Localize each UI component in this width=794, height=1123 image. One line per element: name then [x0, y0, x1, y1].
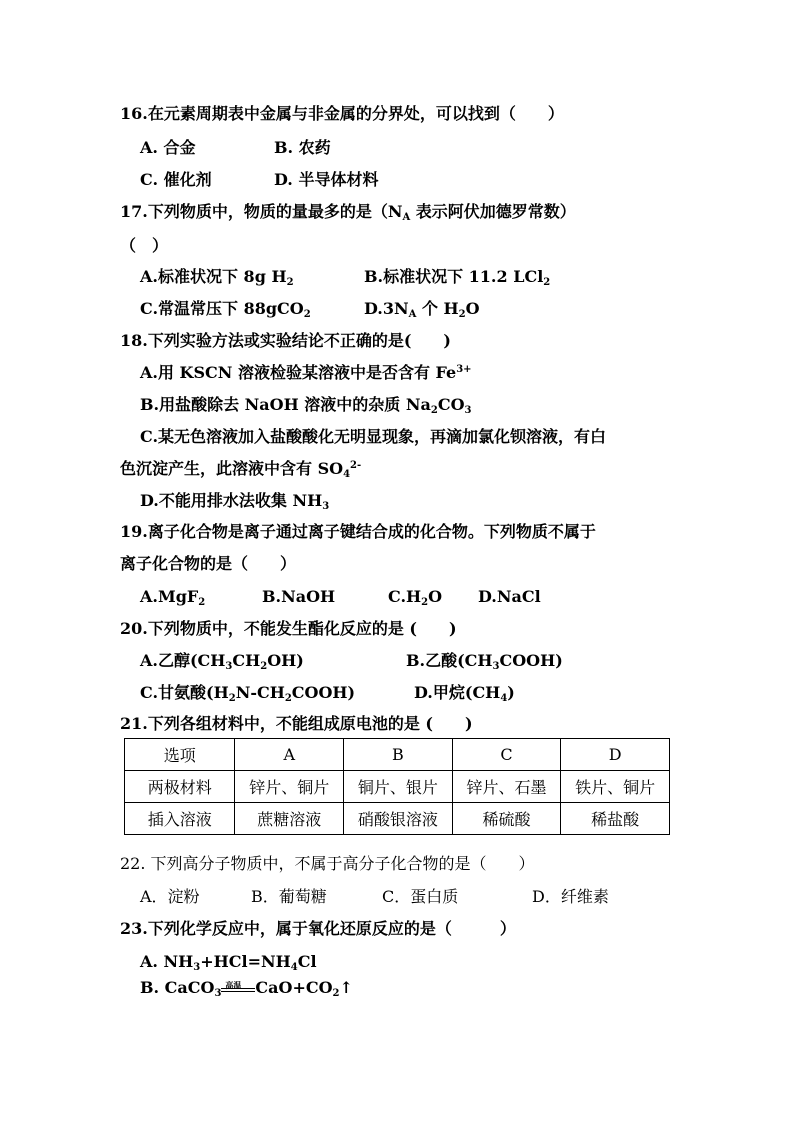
- question-22-stem: 22. 下列高分子物质中，不属于高分子化合物的是（ ）: [120, 854, 535, 873]
- table-cell: 插入溶液: [125, 803, 235, 835]
- q18-option-c-line1: C.某无色溶液加入盐酸酸化无明显现象，再滴加氯化钡溶液，有白: [140, 427, 607, 446]
- q20-option-a: A.乙醇$(CH_3CH_2OH)$: [140, 651, 304, 672]
- q19-option-c: $C.H_2O$: [388, 587, 443, 608]
- q22-option-c: C．蛋白质: [382, 887, 459, 906]
- q17-option-a: A.标准状况下 8g $H_2$: [140, 267, 294, 288]
- q22-option-d: D．纤维素: [532, 887, 609, 906]
- table-cell: 稀硫酸: [452, 803, 561, 835]
- table-cell: 硝酸银溶液: [344, 803, 453, 835]
- q19-option-a: A.MgF$_2$: [140, 587, 206, 608]
- q18-option-c-line2: 色沉淀产生，此溶液中含有 $SO_4^{2-}$: [120, 459, 362, 480]
- q22-option-b: B．葡萄糖: [251, 887, 327, 906]
- table-header-cell: A: [235, 739, 344, 771]
- q16-option-d: D. 半导体材料: [274, 170, 379, 189]
- question-17-paren: （ ）: [120, 236, 169, 255]
- q16-option-b: B. 农药: [274, 138, 331, 157]
- question-23-stem: 23.下列化学反应中，属于氧化还原反应的是（ ）: [120, 919, 516, 938]
- question-18-stem: 18.下列实验方法或实验结论不正确的是( ): [120, 331, 451, 350]
- q17-option-c: C.常温常压下 88gCO$_2$: [140, 299, 311, 320]
- table-cell: 蔗糖溶液: [235, 803, 344, 835]
- question-16-stem: 16.在元素周期表中金属与非金属的分界处，可以找到（ ）: [120, 104, 564, 123]
- table-cell: 两极材料: [125, 771, 235, 803]
- reaction-condition-sign: 高温: [221, 979, 255, 995]
- question-19-line2: 离子化合物的是（ ）: [120, 554, 297, 573]
- table-cell: 铜片、银片: [344, 771, 453, 803]
- question-20-stem: 20.下列物质中，不能发生酯化反应的是 ( ): [120, 619, 457, 638]
- table-header-cell: B: [344, 739, 453, 771]
- q19-option-b: B.NaOH: [262, 587, 336, 606]
- q20-option-b: B.乙酸$(CH_3COOH)$: [406, 651, 563, 672]
- q18-option-d: D.不能用排水法收集 $NH_3$: [140, 491, 330, 512]
- q20-option-d: D.甲烷$(CH_4)$: [414, 683, 515, 704]
- table-row: [125, 771, 670, 803]
- table-cell: 锌片、石墨: [452, 771, 561, 803]
- question-19-line1: 19.离子化合物是离子通过离子键结合成的化合物。下列物质不属于: [120, 522, 596, 541]
- table-row: [125, 803, 670, 835]
- q23-option-b: B. CaCO$_3$ 高温 $CaO+CO_2↑$: [140, 978, 353, 999]
- q20-option-c: C.甘氨酸$(H_2N-CH_2COOH)$: [140, 683, 356, 704]
- table-cell: 锌片、铜片: [235, 771, 344, 803]
- q18-option-a: A.用 KSCN 溶液检验某溶液中是否含有 $Fe^{3+}$: [140, 363, 472, 382]
- q16-option-a: A. 合金: [140, 138, 196, 157]
- q18-option-b: B.用盐酸除去 NaOH 溶液中的杂质 $Na_2CO_3$: [140, 395, 472, 416]
- table-header-cell: 选项: [125, 739, 235, 771]
- q23-option-a: A. $NH_3+HCl=NH_4Cl$: [140, 952, 317, 973]
- question-21-stem: 21.下列各组材料中，不能组成原电池的是 ( ): [120, 714, 473, 733]
- table-cell: 铁片、铜片: [561, 771, 670, 803]
- table-header-cell: D: [561, 739, 670, 771]
- q21-battery-table: [124, 738, 670, 835]
- question-17-stem: 17.下列物质中，物质的量最多的是（$N_A$ 表示阿伏加德罗常数）: [120, 202, 576, 223]
- q17-option-b: B.标准状况下 11.2 LCl$_2$: [364, 267, 551, 288]
- table-header-row: [125, 739, 670, 771]
- q22-option-a: A．淀粉: [140, 887, 200, 906]
- q16-option-c: C. 催化剂: [140, 170, 212, 189]
- table-cell: 稀盐酸: [561, 803, 670, 835]
- q19-option-d: D.NaCl: [478, 587, 541, 606]
- q17-option-d: $D.3N_A$ 个 $H_2O$: [364, 299, 480, 320]
- table-header-cell: C: [452, 739, 561, 771]
